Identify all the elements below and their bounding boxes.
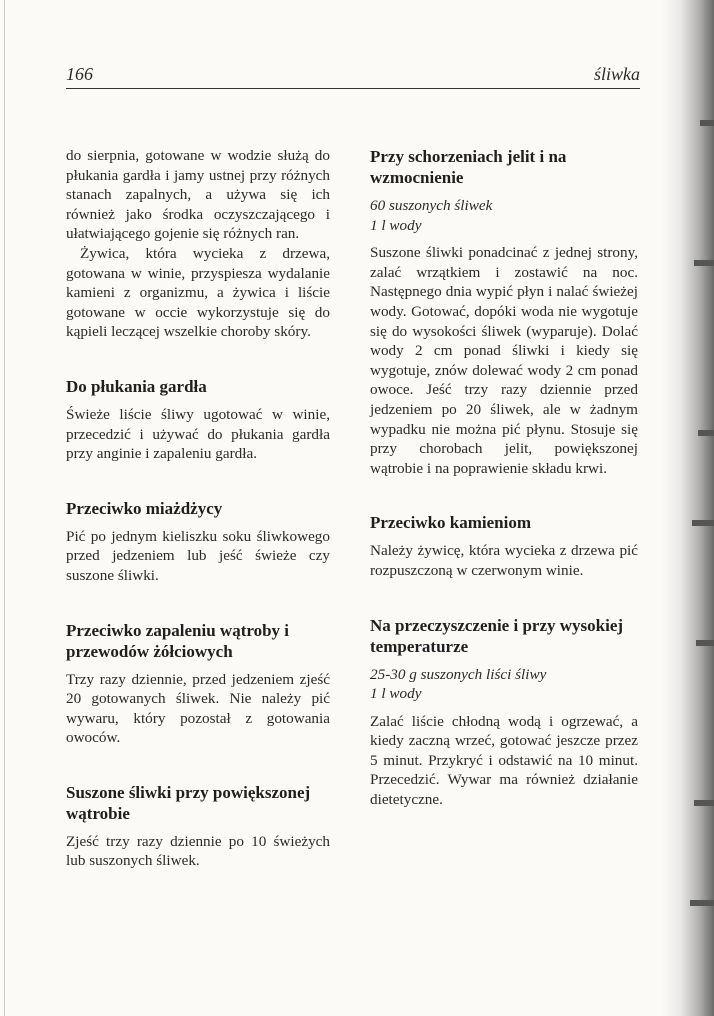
spine-mark: [696, 640, 714, 646]
spine-mark: [694, 800, 714, 806]
section-heading: Do płukania gardła: [66, 376, 207, 396]
page-number: 166: [66, 64, 93, 84]
section-text: Zalać liście chłodną wodą i ogrzewać, a kiedy zaczną wrzeć, gotować jeszcze przez 5 minut. Przykryć i odstawić na 10 minut. Przecedzić. Wywar ma również działanie dietetyczne.: [370, 712, 638, 809]
spine-mark: [692, 520, 714, 526]
ingredient: 60 suszonych śliwek: [370, 197, 493, 214]
running-head: śliwka: [593, 64, 640, 84]
intro-paragraph: Żywica, która wycieka z drzewa, gotowana w winie, przyspiesza wydalanie kamieni z organizmu, a żywica i liście gotowane w occie wykorzystuje się do kąpieli leczącej wszelkie choroby skóry.: [66, 244, 330, 341]
section-heading: Przeciwko miażdżycy: [66, 498, 223, 518]
section-text: Suszone śliwki ponadcinać z jednej strony, zalać wrzątkiem i zostawić na noc. Następnego dnia wypić płyn i nalać świeżej wody. Gotować, dopóki woda nie wygotuje się do wysokości śliwek (wyparuje). Dolać wody 2 cm ponad śliwki i kiedy się wygotuje, znów dolewać wody 2 cm ponad owoce. Jeść trzy razy dziennie przed jedzeniem po 20 śliwek, ale w żadnym wypadku nie można pić płynu. Stosuje się przy chorobach jelit, powiększonej wątrobie i na poprawienie składu krwi.: [370, 244, 638, 477]
book-spine-shadow: [662, 0, 714, 1016]
section-heading: Przeciwko zapaleniu wątroby i przewodów żółciowych: [66, 620, 290, 661]
section-text: Świeże liście śliwy ugotować w winie, przecedzić i używać do płukania gardła przy anginie i zapaleniu gardła.: [66, 405, 330, 463]
section-text: Zjeść trzy razy dziennie po 10 świeżych lub suszonych śliwek.: [66, 832, 330, 870]
page-header: [66, 64, 640, 89]
scan-edge-line: [4, 0, 5, 1016]
section-heading: Przy schorzeniach jelit i na wzmocnienie: [370, 147, 567, 187]
spine-mark: [698, 430, 714, 436]
section-heading: Przeciwko kamieniom: [370, 513, 531, 533]
section-text: Należy żywicę, która wycieka z drzewa pić rozpuszczoną w czerwonym winie.: [370, 542, 638, 579]
left-column: [66, 146, 330, 871]
spine-mark: [700, 120, 714, 126]
intro-paragraph: do sierpnia, gotowane w wodzie służą do płukania gardła i jamy ustnej przy różnych stanach zapalnych, a używa się ich również jako środka oczyszczającego i ułatwiającego gojenie się różnych ran.: [66, 147, 330, 243]
ingredient: 25-30 g suszonych liści śliwy: [370, 665, 547, 683]
section-text: Pić po jednym kieliszku soku śliwkowego przed jedzeniem lub jeść świeże czy suszone śliwki.: [66, 527, 330, 584]
section-text: Trzy razy dziennie, przed jedzeniem zjeść 20 gotowanych śliwek. Nie należy pić wywaru, który pozostał z gotowania owoców.: [66, 670, 330, 747]
section-heading: Na przeczyszczenie i przy wysokiej temperaturze: [370, 615, 624, 656]
spine-mark: [694, 260, 714, 266]
section-heading: Suszone śliwki przy powiększonej wątrobie: [66, 782, 311, 823]
ingredient: 1 l wody: [370, 216, 422, 234]
ingredient: 1 l wody: [370, 685, 422, 703]
spine-mark: [690, 900, 714, 906]
right-column: [370, 146, 638, 810]
